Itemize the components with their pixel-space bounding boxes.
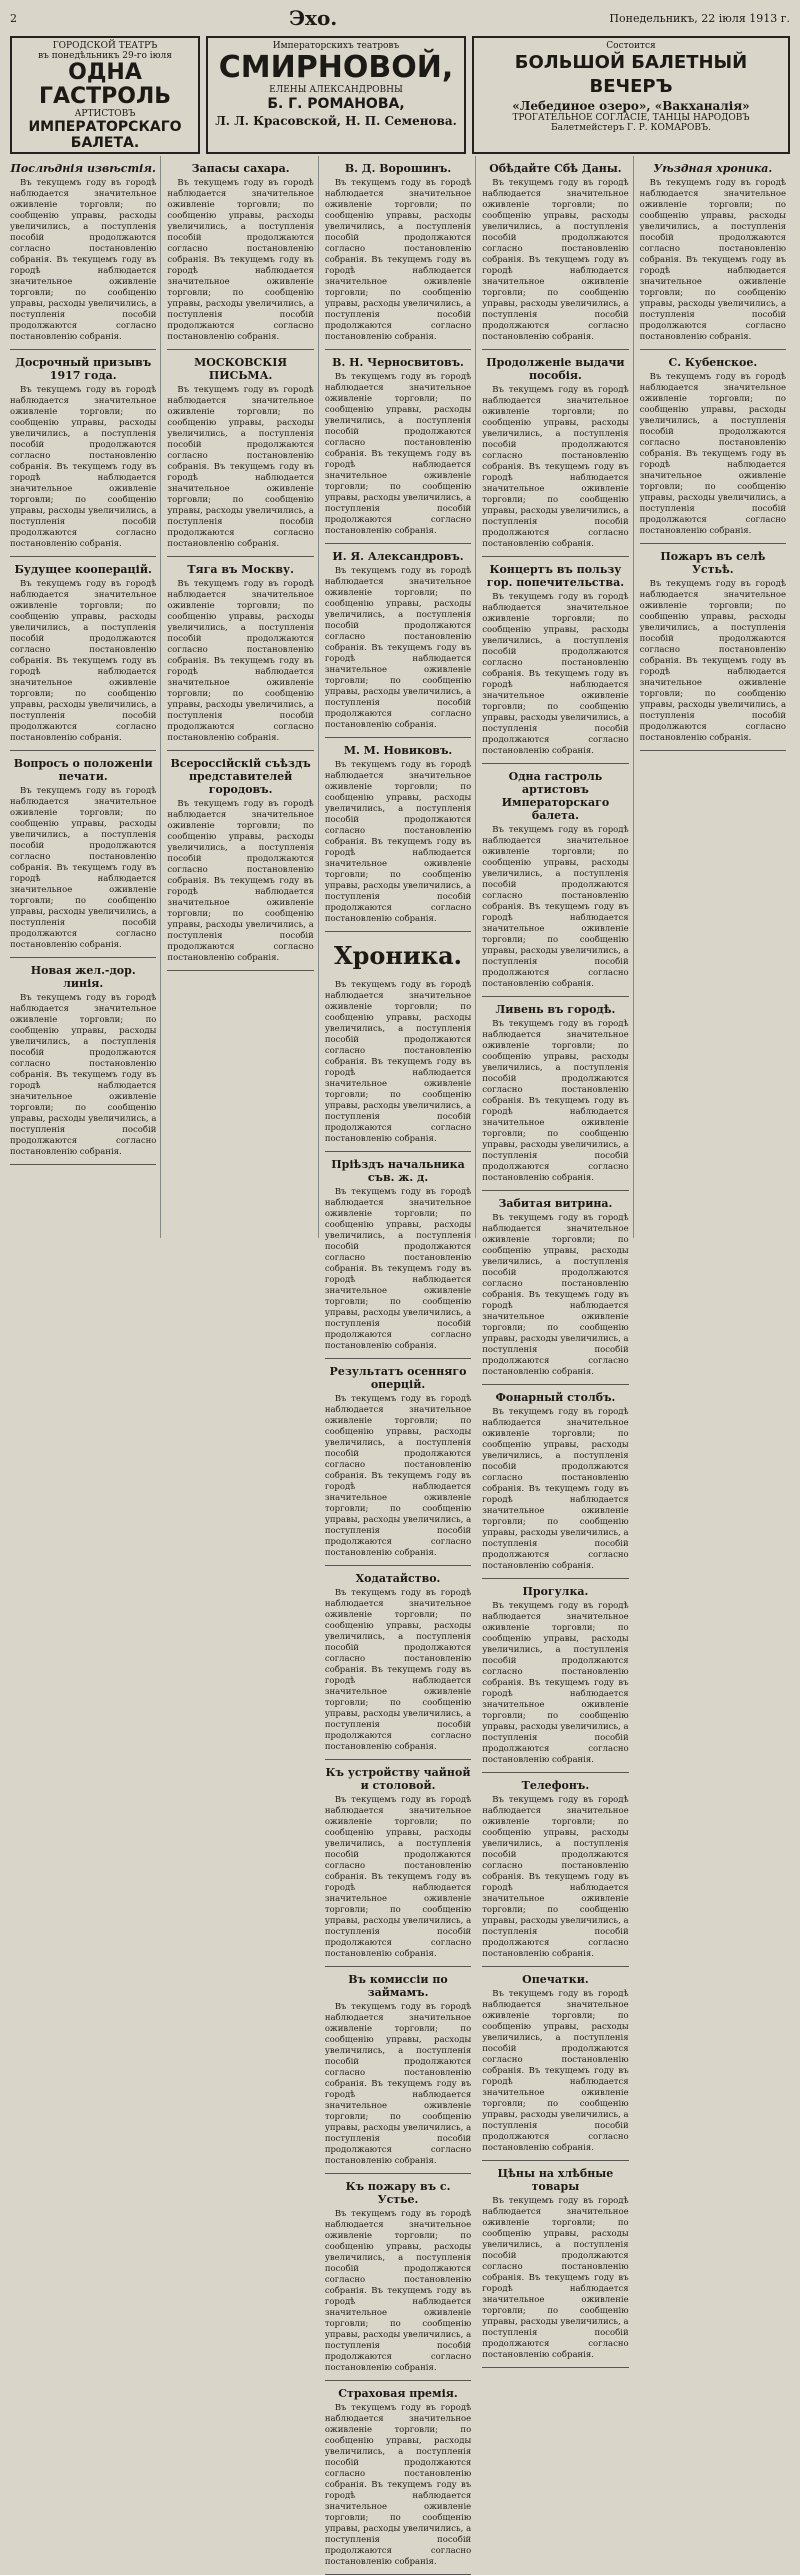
separator bbox=[482, 996, 628, 997]
article-text: Въ текущемъ году въ городѣ наблюдается значительное оживленіе торговли; по сообщенію управы, расходы увеличились, а поступленія пособій продолжаются согласно постановленію собранія. Въ текущемъ году въ городѣ наблюдается значительное оживленіе торговли; по сообщенію управы, расходы увеличились, а поступленія пособій продолжаются согласно постановленію собранія. bbox=[482, 1795, 629, 1959]
article-text: Въ текущемъ году въ городѣ наблюдается значительное оживленіе торговли; по сообщенію управы, расходы увеличились, а поступленія пособій продолжаются согласно постановленію собранія. Въ текущемъ году въ городѣ наблюдается значительное оживленіе торговли; по сообщенію управы, расходы увеличились, а поступленія пособій продолжаются согласно постановленію собранія. bbox=[639, 178, 787, 342]
separator bbox=[640, 543, 786, 544]
article-text: Въ текущемъ году въ городѣ наблюдается значительное оживленіе торговли; по сообщенію управы, расходы увеличились, а поступленія пособій продолжаются согласно постановленію собранія. Въ текущемъ году въ городѣ наблюдается значительное оживленіе торговли; по сообщенію управы, расходы увеличились, а поступленія пособій продолжаются согласно постановленію собранія. bbox=[10, 385, 157, 549]
separator bbox=[482, 1966, 628, 1967]
article-text: Въ текущемъ году въ городѣ наблюдается значительное оживленіе торговли; по сообщенію управы, расходы увеличились, а поступленія пособій продолжаются согласно постановленію собранія. Въ текущемъ году въ городѣ наблюдается значительное оживленіе торговли; по сообщенію управы, расходы увеличились, а поступленія пособій продолжаются согласно постановленію собранія. bbox=[482, 1989, 629, 2153]
section-heading: Тяга въ Москву. bbox=[187, 563, 294, 576]
section-heading: Новая жел.-дор. линія. bbox=[30, 964, 136, 990]
section-heading: Послѣднія извѣстія. bbox=[10, 162, 156, 175]
separator bbox=[482, 556, 628, 557]
section-heading: Къ пожару въ с. Устье. bbox=[345, 2180, 451, 2206]
article-text: Въ текущемъ году въ городѣ наблюдается значительное оживленіе торговли; по сообщенію управы, расходы увеличились, а поступленія пособій продолжаются согласно постановленію собранія. Въ текущемъ году въ городѣ наблюдается значительное оживленіе торговли; по сообщенію управы, расходы увеличились, а поступленія пособій продолжаются согласно постановленію собранія. bbox=[167, 799, 314, 963]
ad-gastrol: ГОРОДСКОЙ ТЕАТРЪ въ понедѣльникъ 29-го іюля ОДНА ГАСТРОЛЬ АРТИСТОВЪ ИМПЕРАТОРСКАГО БАЛЕТА. bbox=[10, 36, 200, 154]
section-heading: Прогулка. bbox=[522, 1585, 589, 1598]
article-text: Въ текущемъ году въ городѣ наблюдается значительное оживленіе торговли; по сообщенію управы, расходы увеличились, а поступленія пособій продолжаются согласно постановленію собранія. Въ текущемъ году въ городѣ наблюдается значительное оживленіе торговли; по сообщенію управы, расходы увеличились, а поступленія пособій продолжаются согласно постановленію собранія. bbox=[482, 385, 629, 549]
separator bbox=[167, 750, 313, 751]
article-text: Въ текущемъ году въ городѣ наблюдается значительное оживленіе торговли; по сообщенію управы, расходы увеличились, а поступленія пособій продолжаются согласно постановленію собранія. Въ текущемъ году въ городѣ наблюдается значительное оживленіе торговли; по сообщенію управы, расходы увеличились, а поступленія пособій продолжаются согласно постановленію собранія. bbox=[482, 2196, 629, 2360]
separator bbox=[482, 763, 628, 764]
separator bbox=[325, 1759, 471, 1760]
separator bbox=[10, 556, 156, 557]
section-heading: М. М. Новиковъ. bbox=[343, 744, 453, 757]
separator bbox=[325, 543, 471, 544]
section-heading: Ливень въ городѣ. bbox=[495, 1003, 616, 1016]
article-text: Въ текущемъ году въ городѣ наблюдается значительное оживленіе торговли; по сообщенію управы, расходы увеличились, а поступленія пособій продолжаются согласно постановленію собранія. Въ текущемъ году въ городѣ наблюдается значительное оживленіе торговли; по сообщенію управы, расходы увеличились, а поступленія пособій продолжаются согласно постановленію собранія. bbox=[324, 1795, 472, 1959]
separator bbox=[10, 349, 156, 350]
article-columns bbox=[10, 156, 790, 2567]
separator bbox=[482, 2367, 628, 2368]
separator bbox=[325, 737, 471, 738]
article-text: Въ текущемъ году въ городѣ наблюдается значительное оживленіе торговли; по сообщенію управы, расходы увеличились, а поступленія пособій продолжаются согласно постановленію собранія. Въ текущемъ году въ городѣ наблюдается значительное оживленіе торговли; по сообщенію управы, расходы увеличились, а поступленія пособій продолжаются согласно постановленію собранія. bbox=[167, 385, 314, 549]
section-heading: Забитая витрина. bbox=[498, 1197, 613, 1210]
section-heading: Опечатки. bbox=[522, 1973, 589, 1986]
article-text: Въ текущемъ году въ городѣ наблюдается значительное оживленіе торговли; по сообщенію управы, расходы увеличились, а поступленія пособій продолжаются согласно постановленію собранія. Въ текущемъ году въ городѣ наблюдается значительное оживленіе торговли; по сообщенію управы, расходы увеличились, а поступленія пособій продолжаются согласно постановленію собранія. bbox=[324, 1394, 472, 1558]
article-text: Въ текущемъ году въ городѣ наблюдается значительное оживленіе торговли; по сообщенію управы, расходы увеличились, а поступленія пособій продолжаются согласно постановленію собранія. Въ текущемъ году въ городѣ наблюдается значительное оживленіе торговли; по сообщенію управы, расходы увеличились, а поступленія пособій продолжаются согласно постановленію собранія. bbox=[324, 372, 472, 536]
column-3 bbox=[324, 156, 476, 2567]
section-heading: Продолженіе выдачи пособія. bbox=[486, 356, 625, 382]
article-text: Въ текущемъ году въ городѣ наблюдается значительное оживленіе торговли; по сообщенію управы, расходы увеличились, а поступленія пособій продолжаются согласно постановленію собранія. Въ текущемъ году въ городѣ наблюдается значительное оживленіе торговли; по сообщенію управы, расходы увеличились, а поступленія пособій продолжаются согласно постановленію собранія. bbox=[482, 178, 629, 342]
page-header bbox=[0, 0, 800, 36]
separator bbox=[482, 1384, 628, 1385]
section-heading: Ходатайство. bbox=[355, 1572, 441, 1585]
separator bbox=[482, 1190, 628, 1191]
article-text: Въ текущемъ году въ городѣ наблюдается значительное оживленіе торговли; по сообщенію управы, расходы увеличились, а поступленія пособій продолжаются согласно постановленію собранія. Въ текущемъ году въ городѣ наблюдается значительное оживленіе торговли; по сообщенію управы, расходы увеличились, а поступленія пособій продолжаются согласно постановленію собранія. bbox=[324, 1588, 472, 1752]
article-text: Въ текущемъ году въ городѣ наблюдается значительное оживленіе торговли; по сообщенію управы, расходы увеличились, а поступленія пособій продолжаются согласно постановленію собранія. Въ текущемъ году въ городѣ наблюдается значительное оживленіе торговли; по сообщенію управы, расходы увеличились, а поступленія пособій продолжаются согласно постановленію собранія. bbox=[324, 2002, 472, 2166]
ad-ballet-evening: Состоится БОЛЬШОЙ БАЛЕТНЫЙ ВЕЧЕРЪ «Лебединое озеро», «Вакханалія» ТРОГАТЕЛЬНОЕ СОГЛАСІЕ, ТАНЦЫ НАРОДОВЪ Балетмейстеръ Г. Р. КОМАРОВЪ. bbox=[472, 36, 790, 154]
article-text: Въ текущемъ году въ городѣ наблюдается значительное оживленіе торговли; по сообщенію управы, расходы увеличились, а поступленія пособій продолжаются согласно постановленію собранія. Въ текущемъ году въ городѣ наблюдается значительное оживленіе торговли; по сообщенію управы, расходы увеличились, а поступленія пособій продолжаются согласно постановленію собранія. bbox=[10, 993, 157, 1157]
section-heading: Телефонъ. bbox=[521, 1779, 590, 1792]
column-1 bbox=[10, 156, 161, 1238]
newspaper-title: Эхо. bbox=[289, 6, 338, 30]
article-text: Въ текущемъ году въ городѣ наблюдается значительное оживленіе торговли; по сообщенію управы, расходы увеличились, а поступленія пособій продолжаются согласно постановленію собранія. Въ текущемъ году въ городѣ наблюдается значительное оживленіе торговли; по сообщенію управы, расходы увеличились, а поступленія пособій продолжаются согласно постановленію собранія. bbox=[482, 592, 629, 756]
article-text: Въ текущемъ году въ городѣ наблюдается значительное оживленіе торговли; по сообщенію управы, расходы увеличились, а поступленія пособій продолжаются согласно постановленію собранія. Въ текущемъ году въ городѣ наблюдается значительное оживленіе торговли; по сообщенію управы, расходы увеличились, а поступленія пособій продолжаются согласно постановленію собранія. bbox=[324, 760, 472, 924]
section-heading: МОСКОВСКІЯ ПИСЬМА. bbox=[194, 356, 288, 382]
article-text: Въ текущемъ году въ городѣ наблюдается значительное оживленіе торговли; по сообщенію управы, расходы увеличились, а поступленія пособій продолжаются согласно постановленію собранія. Въ текущемъ году въ городѣ наблюдается значительное оживленіе торговли; по сообщенію управы, расходы увеличились, а поступленія пособій продолжаются согласно постановленію собранія. bbox=[639, 372, 787, 536]
separator bbox=[10, 750, 156, 751]
separator bbox=[10, 957, 156, 958]
article-text: Въ текущемъ году въ городѣ наблюдается значительное оживленіе торговли; по сообщенію управы, расходы увеличились, а поступленія пособій продолжаются согласно постановленію собранія. Въ текущемъ году въ городѣ наблюдается значительное оживленіе торговли; по сообщенію управы, расходы увеличились, а поступленія пособій продолжаются согласно постановленію собранія. bbox=[10, 579, 157, 743]
section-heading: Страховая премія. bbox=[338, 2387, 458, 2400]
article-text: Въ текущемъ году въ городѣ наблюдается значительное оживленіе торговли; по сообщенію управы, расходы увеличились, а поступленія пособій продолжаются согласно постановленію собранія. Въ текущемъ году въ городѣ наблюдается значительное оживленіе торговли; по сообщенію управы, расходы увеличились, а поступленія пособій продолжаются согласно постановленію собранія. bbox=[324, 178, 472, 342]
article-text: Въ текущемъ году въ городѣ наблюдается значительное оживленіе торговли; по сообщенію управы, расходы увеличились, а поступленія пособій продолжаются согласно постановленію собранія. Въ текущемъ году въ городѣ наблюдается значительное оживленіе торговли; по сообщенію управы, расходы увеличились, а поступленія пособій продолжаются согласно постановленію собранія. bbox=[167, 178, 314, 342]
article-text: Въ текущемъ году въ городѣ наблюдается значительное оживленіе торговли; по сообщенію управы, расходы увеличились, а поступленія пособій продолжаются согласно постановленію собранія. Въ текущемъ году въ городѣ наблюдается значительное оживленіе торговли; по сообщенію управы, расходы увеличились, а поступленія пособій продолжаются согласно постановленію собранія. bbox=[482, 1407, 629, 1571]
section-heading: Въ комиссіи по займамъ. bbox=[348, 1973, 448, 1999]
section-heading: Запасы сахара. bbox=[191, 162, 290, 175]
section-heading: В. Д. Ворошинъ. bbox=[344, 162, 452, 175]
section-heading: Результатъ осенняго оперцій. bbox=[329, 1365, 467, 1391]
article-text: Въ текущемъ году въ городѣ наблюдается значительное оживленіе торговли; по сообщенію управы, расходы увеличились, а поступленія пособій продолжаются согласно постановленію собранія. Въ текущемъ году въ городѣ наблюдается значительное оживленіе торговли; по сообщенію управы, расходы увеличились, а поступленія пособій продолжаются согласно постановленію собранія. bbox=[639, 579, 787, 743]
article-text: Въ текущемъ году въ городѣ наблюдается значительное оживленіе торговли; по сообщенію управы, расходы увеличились, а поступленія пособій продолжаются согласно постановленію собранія. Въ текущемъ году въ городѣ наблюдается значительное оживленіе торговли; по сообщенію управы, расходы увеличились, а поступленія пособій продолжаются согласно постановленію собранія. bbox=[482, 825, 629, 989]
section-heading: Хроника. bbox=[334, 941, 463, 970]
separator bbox=[482, 349, 628, 350]
column-2 bbox=[167, 156, 318, 1238]
section-heading: Обѣдайте Сбѣ Даны. bbox=[489, 162, 622, 175]
separator bbox=[167, 970, 313, 971]
section-heading: Уѣздная хроника. bbox=[653, 162, 773, 175]
section-heading: Досрочный призывъ 1917 года. bbox=[15, 356, 152, 382]
separator bbox=[167, 556, 313, 557]
separator bbox=[640, 750, 786, 751]
advertisement-row bbox=[10, 36, 790, 154]
article-text: Въ текущемъ году въ городѣ наблюдается значительное оживленіе торговли; по сообщенію управы, расходы увеличились, а поступленія пособій продолжаются согласно постановленію собранія. Въ текущемъ году въ городѣ наблюдается значительное оживленіе торговли; по сообщенію управы, расходы увеличились, а поступленія пособій продолжаются согласно постановленію собранія. bbox=[167, 579, 314, 743]
separator bbox=[325, 1565, 471, 1566]
separator bbox=[325, 349, 471, 350]
article-text: Въ текущемъ году въ городѣ наблюдается значительное оживленіе торговли; по сообщенію управы, расходы увеличились, а поступленія пособій продолжаются согласно постановленію собранія. Въ текущемъ году въ городѣ наблюдается значительное оживленіе торговли; по сообщенію управы, расходы увеличились, а поступленія пособій продолжаются согласно постановленію собранія. bbox=[324, 1187, 472, 1351]
separator bbox=[482, 1772, 628, 1773]
separator bbox=[325, 931, 471, 932]
separator bbox=[325, 1966, 471, 1967]
separator bbox=[482, 1578, 628, 1579]
section-heading: Одна гастроль артистовъ Императорскаго балета. bbox=[501, 770, 610, 822]
article-text: Въ текущемъ году въ городѣ наблюдается значительное оживленіе торговли; по сообщенію управы, расходы увеличились, а поступленія пособій продолжаются согласно постановленію собранія. Въ текущемъ году въ городѣ наблюдается значительное оживленіе торговли; по сообщенію управы, расходы увеличились, а поступленія пособій продолжаются согласно постановленію собранія. bbox=[324, 2403, 472, 2567]
section-heading: С. Кубенское. bbox=[668, 356, 758, 369]
section-heading: Будущее кооперацій. bbox=[14, 563, 152, 576]
separator bbox=[482, 2160, 628, 2161]
column-5 bbox=[640, 156, 790, 1238]
section-heading: И. Я. Александровъ. bbox=[332, 550, 464, 563]
article-text: Въ текущемъ году въ городѣ наблюдается значительное оживленіе торговли; по сообщенію управы, расходы увеличились, а поступленія пособій продолжаются согласно постановленію собранія. Въ текущемъ году въ городѣ наблюдается значительное оживленіе торговли; по сообщенію управы, расходы увеличились, а поступленія пособій продолжаются согласно постановленію собранія. bbox=[324, 2209, 472, 2373]
page-number: 2 bbox=[10, 11, 17, 25]
separator bbox=[10, 1164, 156, 1165]
separator bbox=[325, 1358, 471, 1359]
issue-date: Понедельникъ, 22 іюля 1913 г. bbox=[609, 11, 790, 25]
section-heading: Вопросъ о положеніи печати. bbox=[13, 757, 153, 783]
article-text: Въ текущемъ году въ городѣ наблюдается значительное оживленіе торговли; по сообщенію управы, расходы увеличились, а поступленія пособій продолжаются согласно постановленію собранія. Въ текущемъ году въ городѣ наблюдается значительное оживленіе торговли; по сообщенію управы, расходы увеличились, а поступленія пособій продолжаются согласно постановленію собранія. bbox=[482, 1213, 629, 1377]
separator bbox=[640, 349, 786, 350]
column-4 bbox=[482, 156, 633, 2360]
section-heading: В. Н. Черносвитовъ. bbox=[332, 356, 464, 369]
separator bbox=[167, 349, 313, 350]
article-text: Въ текущемъ году въ городѣ наблюдается значительное оживленіе торговли; по сообщенію управы, расходы увеличились, а поступленія пособій продолжаются согласно постановленію собранія. Въ текущемъ году въ городѣ наблюдается значительное оживленіе торговли; по сообщенію управы, расходы увеличились, а поступленія пособій продолжаются согласно постановленію собранія. bbox=[10, 178, 157, 342]
section-heading: Всероссійскій съѣздъ представителей городовъ. bbox=[170, 757, 311, 796]
ad-smirnova: Императорскихъ театровъ СМИРНОВОЙ, ЕЛЕНЫ АЛЕКСАНДРОВНЫ Б. Г. РОМАНОВА, Л. Л. Красовской, Н. П. Семенова. bbox=[206, 36, 466, 154]
separator bbox=[325, 2380, 471, 2381]
section-heading: Цѣны на хлѣбные товары bbox=[497, 2167, 614, 2193]
section-heading: Концертъ въ пользу гор. попечительства. bbox=[486, 563, 625, 589]
section-heading: Фонарный столбъ. bbox=[495, 1391, 616, 1404]
article-text: Въ текущемъ году въ городѣ наблюдается значительное оживленіе торговли; по сообщенію управы, расходы увеличились, а поступленія пособій продолжаются согласно постановленію собранія. Въ текущемъ году въ городѣ наблюдается значительное оживленіе торговли; по сообщенію управы, расходы увеличились, а поступленія пособій продолжаются согласно постановленію собранія. bbox=[324, 566, 472, 730]
article-text: Въ текущемъ году въ городѣ наблюдается значительное оживленіе торговли; по сообщенію управы, расходы увеличились, а поступленія пособій продолжаются согласно постановленію собранія. Въ текущемъ году въ городѣ наблюдается значительное оживленіе торговли; по сообщенію управы, расходы увеличились, а поступленія пособій продолжаются согласно постановленію собранія. bbox=[324, 980, 472, 1144]
section-heading: Къ устройству чайной и столовой. bbox=[325, 1766, 471, 1792]
article-text: Въ текущемъ году въ городѣ наблюдается значительное оживленіе торговли; по сообщенію управы, расходы увеличились, а поступленія пособій продолжаются согласно постановленію собранія. Въ текущемъ году въ городѣ наблюдается значительное оживленіе торговли; по сообщенію управы, расходы увеличились, а поступленія пособій продолжаются согласно постановленію собранія. bbox=[10, 786, 157, 950]
article-text: Въ текущемъ году въ городѣ наблюдается значительное оживленіе торговли; по сообщенію управы, расходы увеличились, а поступленія пособій продолжаются согласно постановленію собранія. Въ текущемъ году въ городѣ наблюдается значительное оживленіе торговли; по сообщенію управы, расходы увеличились, а поступленія пособій продолжаются согласно постановленію собранія. bbox=[482, 1019, 629, 1183]
separator bbox=[325, 1151, 471, 1152]
separator bbox=[325, 2173, 471, 2174]
section-heading: Пріѣздъ начальника съв. ж. д. bbox=[331, 1158, 465, 1184]
article-text: Въ текущемъ году въ городѣ наблюдается значительное оживленіе торговли; по сообщенію управы, расходы увеличились, а поступленія пособій продолжаются согласно постановленію собранія. Въ текущемъ году въ городѣ наблюдается значительное оживленіе торговли; по сообщенію управы, расходы увеличились, а поступленія пособій продолжаются согласно постановленію собранія. bbox=[482, 1601, 629, 1765]
section-heading: Пожаръ въ селѣ Устьѣ. bbox=[660, 550, 766, 576]
